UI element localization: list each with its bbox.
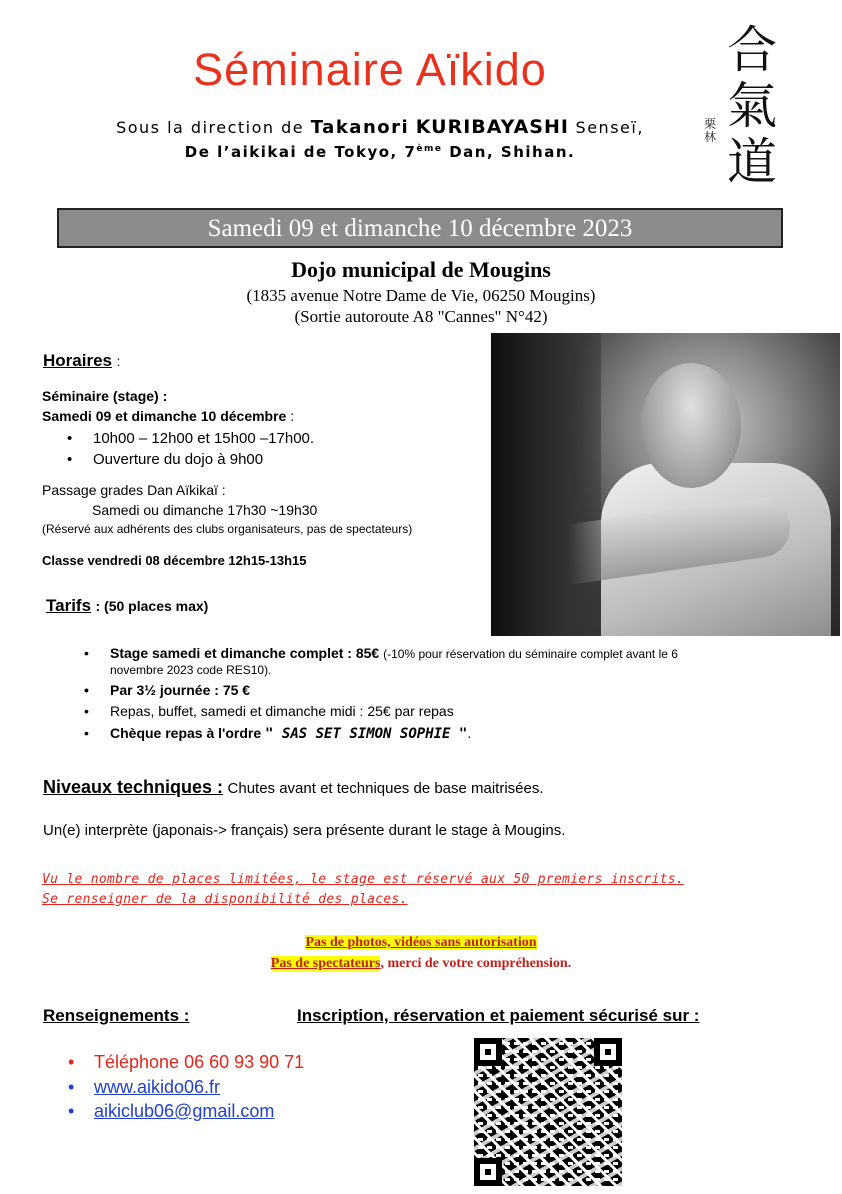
list-item: • 10h00 – 12h00 et 15h00 –17h00. (93, 430, 314, 447)
photo-partner-shape (491, 333, 601, 636)
cheque-prefix: Chèque repas à l'ordre (110, 725, 262, 741)
instructor-photo (491, 333, 840, 636)
photo-head-shape (641, 363, 741, 488)
calligraphy-char-ki: 氣 (727, 77, 777, 135)
no-spectators-text: Pas de spectateurs (270, 956, 381, 971)
tarifs-heading (46, 596, 208, 616)
rank-superscript: ème (416, 144, 443, 154)
stage-days: Samedi 09 et dimanche 10 décembre (42, 408, 287, 424)
grades-label: Passage grades Dan Aïkikaï : (42, 482, 226, 498)
venue-address: (1835 avenue Notre Dame de Vie, 06250 Mougins) (246, 286, 596, 305)
qr-finder-top-left (474, 1038, 502, 1066)
instructor-rank-line (0, 143, 760, 161)
cheque-suffix: . (467, 725, 472, 741)
stage-days-line (42, 408, 294, 424)
calligraphy-char-ai: 合 (727, 21, 777, 79)
spectators-notice-rest: , merci de votre compréhension. (380, 956, 572, 971)
niveaux-title: Niveaux techniques : (43, 777, 224, 797)
no-photos-text: Pas de photos, vidéos sans autorisation (305, 935, 537, 950)
instructor-firstname: Takanori (310, 117, 410, 138)
list-item-full-stage (110, 645, 678, 661)
grades-note: (Réservé aux adhérents des clubs organisateurs, pas de spectateurs) (42, 522, 413, 536)
venue-exit: (Sortie autoroute A8 "Cannes" N°42) (294, 307, 548, 326)
list-item-cheque (110, 725, 471, 742)
renseignements-title: Renseignements : (43, 1006, 190, 1025)
tarifs-title: Tarifs (46, 596, 92, 615)
contact-phone: • Téléphone 06 60 93 90 71 (94, 1052, 304, 1073)
website-link[interactable]: • www.aikido06.fr (94, 1077, 220, 1098)
friday-class: Classe vendredi 08 décembre 12h15-13h15 (42, 553, 307, 568)
instructor-suffix: Senseï, (575, 118, 644, 137)
calligraphy-seal: 栗林 (704, 117, 717, 144)
registration-qr-code[interactable] (474, 1038, 622, 1186)
qr-finder-bottom-left (474, 1158, 502, 1186)
venue-name: Dojo municipal de Mougins (291, 257, 551, 282)
spectators-notice (0, 956, 842, 972)
stage-label: Séminaire (stage) : (42, 388, 168, 404)
cheque-payee: " SAS SET SIMON SOPHIE " (265, 726, 468, 742)
instructor-line (0, 116, 760, 138)
niveaux-text: Chutes avant et techniques de base maitrisées. (227, 780, 544, 797)
grades-time: Samedi ou dimanche 17h30 ~19h30 (92, 502, 318, 518)
warning-line-1: Vu le nombre de places limitées, le stage est réservé aux 50 premiers inscrits. (42, 872, 685, 887)
instructor-prefix: Sous la direction de (116, 118, 305, 137)
inscription-title: Inscription, réservation et paiement sécurisé sur : (297, 1006, 700, 1025)
tarifs-title-suffix: : (50 places max) (95, 598, 209, 614)
date-banner: Samedi 09 et dimanche 10 décembre 2023 (57, 208, 783, 248)
horaires-title-suffix: : (116, 353, 121, 369)
aikido-calligraphy (712, 22, 792, 190)
rank-prefix: De l’aikikai de Tokyo, 7 (184, 143, 417, 161)
qr-finder-top-right (594, 1038, 622, 1066)
email-link[interactable]: • aikiclub06@gmail.com (94, 1101, 274, 1122)
list-item: • Ouverture du dojo à 9h00 (93, 451, 263, 468)
page-title: Séminaire Aïkido (193, 44, 547, 95)
warning-line-2: Se renseigner de la disponibilité des places. (42, 892, 408, 907)
rank-suffix: Dan, Shihan. (449, 143, 576, 161)
niveaux-line (43, 777, 544, 798)
list-item: • Repas, buffet, samedi et dimanche midi : 25€ par repas (110, 703, 454, 719)
calligraphy-char-do: 道 (727, 133, 777, 191)
interpreter-note: Un(e) interprète (japonais-> français) sera présente durant le stage à Mougins. (43, 822, 566, 839)
photo-notice (0, 935, 842, 951)
horaires-title: Horaires (43, 351, 112, 370)
instructor-lastname: KURIBAYASHI (415, 116, 569, 138)
full-stage-note: (-10% pour réservation du séminaire complet avant le 6 (383, 647, 678, 661)
list-item: • Par 3½ journée : 75 € (110, 682, 250, 698)
full-stage-label: Stage samedi et dimanche complet : 85€ (110, 645, 380, 661)
full-stage-note-continued: novembre 2023 code RES10). (110, 663, 272, 677)
stage-days-suffix: : (290, 408, 295, 424)
horaires-heading (43, 351, 120, 371)
